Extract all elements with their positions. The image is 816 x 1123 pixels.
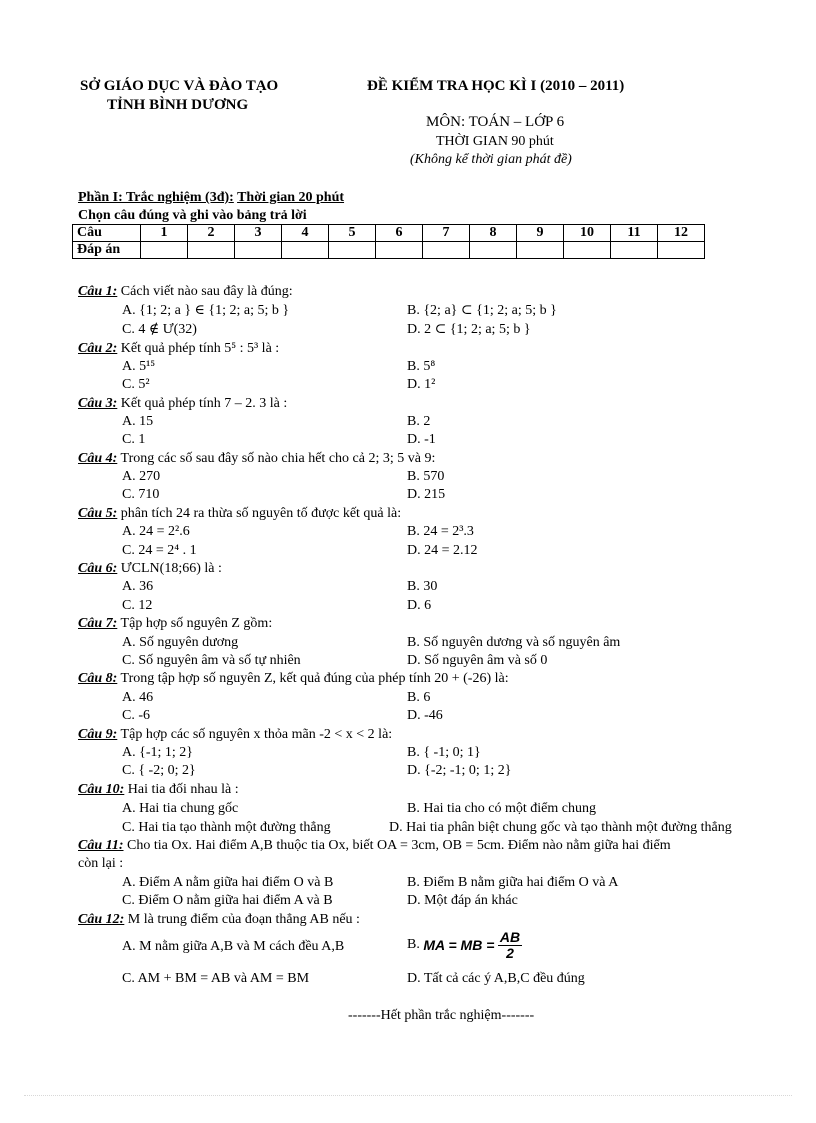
question-text: Trong tập hợp số nguyên Z, kết quả đúng của phép tính 20 + (-26) là: [120, 671, 509, 686]
question-10 [78, 781, 239, 798]
subject-line [426, 114, 564, 131]
duration: THỜI GIAN 90 phút [436, 134, 554, 149]
option-a: A. {-1; 1; 2} [122, 745, 193, 760]
answer-table-number: 7 [423, 225, 470, 242]
answer-row-label: Đáp án [73, 242, 141, 259]
option-b: B. 2 [407, 414, 431, 429]
option-a: A. 5¹⁵ [122, 359, 156, 374]
option-b: B. 5⁸ [407, 359, 436, 374]
answer-table-number: 4 [282, 225, 329, 242]
option-a: A. Số nguyên dương [122, 635, 239, 650]
option-c: C. 24 = 2⁴ . 1 [122, 543, 197, 558]
question-text: M là trung điểm của đoạn thẳng AB nếu : [127, 912, 360, 927]
option-a: A. 36 [122, 579, 154, 594]
question-text: Cho tia Ox. Hai điểm A,B thuộc tia Ox, biết OA = 3cm, OB = 5cm. Điểm nào nằm giữa hai điểm [127, 838, 671, 853]
question-12 [78, 911, 360, 928]
question-label: Câu 6: [78, 561, 118, 576]
option-b [407, 928, 522, 962]
question-text: ƯCLN(18;66) là : [120, 561, 222, 576]
question-11 [78, 837, 671, 854]
answer-cell[interactable] [188, 242, 235, 259]
question-label: Câu 10: [78, 782, 125, 797]
option-c: C. Điểm O nằm giữa hai điểm A và B [122, 893, 333, 908]
exam-title: ĐỀ KIỂM TRA HỌC KÌ I (2010 – 2011) [367, 78, 625, 94]
answer-cell[interactable] [564, 242, 611, 259]
option-c: C. 12 [122, 598, 153, 613]
option-b-equation: MA = MB = [423, 937, 495, 953]
answer-table-number: 1 [141, 225, 188, 242]
question-label: Câu 12: [78, 912, 125, 927]
option-d: D. 2 ⊂ {1; 2; a; 5; b } [407, 322, 531, 337]
question-7 [78, 615, 272, 632]
page-bottom-divider [24, 1095, 792, 1096]
question-text: Kết quả phép tính 7 – 2. 3 là : [120, 396, 288, 411]
question-label: Câu 8: [78, 671, 118, 686]
answer-table-number: 10 [564, 225, 611, 242]
question-label: Câu 7: [78, 616, 118, 631]
question-3 [78, 395, 287, 412]
department-name: SỞ GIÁO DỤC VÀ ĐÀO TẠO [80, 78, 279, 94]
option-a: A. 46 [122, 690, 154, 705]
part1-time: Thời gian 20 phút [237, 190, 345, 205]
question-label: Câu 2: [78, 341, 118, 356]
province-name: TỈNH BÌNH DƯƠNG [107, 97, 249, 113]
question-label: Câu 9: [78, 727, 118, 742]
question-text-continued: còn lại : [78, 856, 124, 871]
question-4 [78, 450, 435, 467]
option-d: D. Hai tia phân biệt chung gốc và tạo thành một đường thẳng [389, 820, 732, 835]
option-d: D. {-2; -1; 0; 1; 2} [407, 763, 512, 778]
option-b: B. Số nguyên dương và số nguyên âm [407, 635, 621, 650]
option-c: C. 4 ∉ Ư(32) [122, 322, 197, 337]
option-a: A. Hai tia chung gốc [122, 801, 239, 816]
option-a: A. Điểm A nằm giữa hai điểm O và B [122, 875, 334, 890]
option-d: D. 6 [407, 598, 432, 613]
answer-table-number: 5 [329, 225, 376, 242]
answer-cell[interactable] [658, 242, 705, 259]
option-b: B. Điểm B nằm giữa hai điểm O và A [407, 875, 619, 890]
question-6 [78, 560, 222, 577]
question-9 [78, 726, 392, 743]
part1-title: Phần I: Trắc nghiệm (3đ): [78, 190, 234, 205]
option-b: B. 30 [407, 579, 438, 594]
option-d: D. 24 = 2.12 [407, 543, 478, 558]
question-5 [78, 505, 401, 522]
option-b: B. 24 = 2³.3 [407, 524, 474, 539]
question-text: Kết quả phép tính 5⁵ : 5³ là : [120, 341, 280, 356]
answer-cell[interactable] [282, 242, 329, 259]
option-d: D. Số nguyên âm và số 0 [407, 653, 548, 668]
answer-table-number: 3 [235, 225, 282, 242]
option-c: C. 710 [122, 487, 160, 502]
option-a: A. M nằm giữa A,B và M cách đều A,B [122, 939, 345, 954]
option-c: C. 5² [122, 377, 150, 392]
option-a: A. 24 = 2².6 [122, 524, 190, 539]
answer-table-number: 8 [470, 225, 517, 242]
answer-table-number: 2 [188, 225, 235, 242]
answer-cell[interactable] [141, 242, 188, 259]
answer-table [72, 224, 705, 259]
option-c: C. Hai tia tạo thành một đường thẳng [122, 820, 331, 835]
question-label: Câu 5: [78, 506, 118, 521]
answer-cell[interactable] [423, 242, 470, 259]
option-d: D. 1² [407, 377, 436, 392]
fraction [498, 930, 522, 961]
answer-cell[interactable] [470, 242, 517, 259]
option-d: D. Một đáp án khác [407, 893, 518, 908]
subject: MÔN: TOÁN – LỚP 6 [426, 114, 565, 130]
option-a: A. 15 [122, 414, 154, 429]
answer-table-answer-row [73, 242, 705, 259]
question-text: Tập hợp các số nguyên x thỏa mãn -2 < x < 2 là: [120, 727, 393, 742]
option-a: A. 270 [122, 469, 161, 484]
end-of-section: -------Hết phần trắc nghiệm------- [348, 1008, 535, 1023]
answer-cell[interactable] [235, 242, 282, 259]
question-2 [78, 340, 279, 357]
part1-heading [78, 189, 344, 206]
question-label: Câu 11: [78, 838, 124, 853]
question-1 [78, 283, 293, 300]
option-b: B. 570 [407, 469, 445, 484]
fraction-numerator: AB [499, 928, 521, 945]
part1-instruction: Chọn câu đúng và ghi vào bảng trả lời [78, 208, 307, 223]
option-b: B. { -1; 0; 1} [407, 745, 481, 760]
question-text: phân tích 24 ra thừa số nguyên tố được kết quả là: [120, 506, 402, 521]
question-text: Trong các số sau đây số nào chia hết cho cả 2; 3; 5 và 9: [120, 451, 436, 466]
option-c: C. AM + BM = AB và AM = BM [122, 971, 310, 986]
answer-cell[interactable] [517, 242, 564, 259]
answer-table-number: 11 [611, 225, 658, 242]
question-label: Câu 3: [78, 396, 118, 411]
option-b-prefix: B. [407, 937, 420, 952]
option-d: D. -46 [407, 708, 443, 723]
answer-table-number: 9 [517, 225, 564, 242]
option-b: B. 6 [407, 690, 431, 705]
question-text: Cách viết nào sau đây là đúng: [120, 284, 293, 299]
option-b: B. Hai tia cho có một điểm chung [407, 801, 596, 816]
option-c: C. Số nguyên âm và số tự nhiên [122, 653, 301, 668]
answer-cell[interactable] [329, 242, 376, 259]
option-c: C. 1 [122, 432, 146, 447]
answer-table-number: 12 [658, 225, 705, 242]
answer-table-header-row [73, 225, 705, 242]
answer-table-number: 6 [376, 225, 423, 242]
question-text: Tập hợp số nguyên Z gồm: [120, 616, 273, 631]
duration-note: (Không kể thời gian phát đề) [410, 152, 572, 167]
question-label: Câu 4: [78, 451, 118, 466]
option-b: B. {2; a} ⊂ {1; 2; a; 5; b } [407, 303, 557, 318]
option-d: D. -1 [407, 432, 436, 447]
answer-cell[interactable] [376, 242, 423, 259]
question-text: Hai tia đối nhau là : [127, 782, 239, 797]
answer-cell[interactable] [611, 242, 658, 259]
option-c: C. -6 [122, 708, 150, 723]
option-d: D. 215 [407, 487, 446, 502]
fraction-denominator: 2 [506, 944, 514, 961]
answer-table-row-label: Câu [73, 225, 141, 242]
question-label: Câu 1: [78, 284, 118, 299]
question-8 [78, 670, 509, 687]
option-c: C. { -2; 0; 2} [122, 763, 196, 778]
option-a: A. {1; 2; a } ∈ {1; 2; a; 5; b } [122, 303, 290, 318]
option-d: D. Tất cả các ý A,B,C đều đúng [407, 971, 585, 986]
